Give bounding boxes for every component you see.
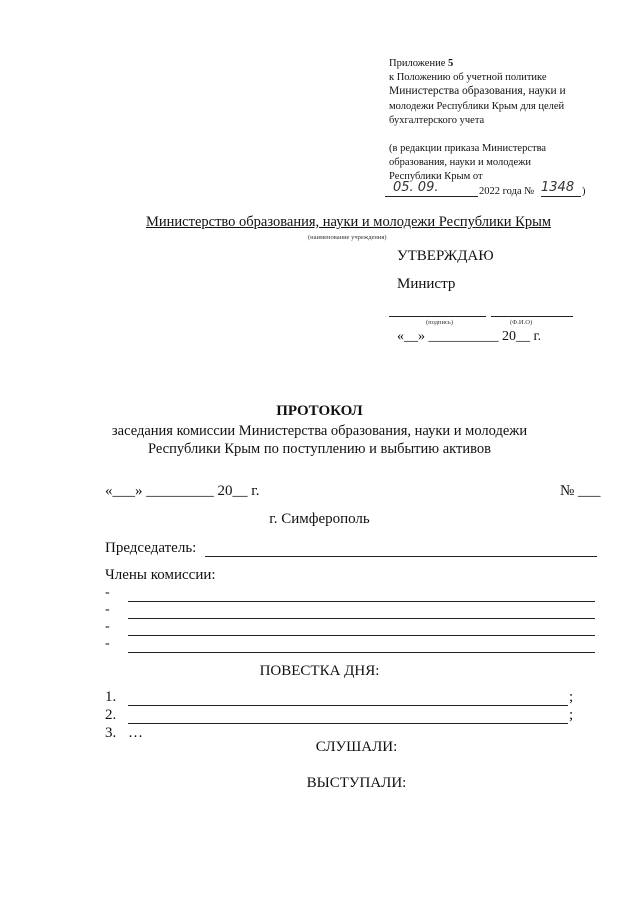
agenda-item-end: ; [569, 689, 574, 705]
agenda-item-line [128, 723, 568, 724]
appendix-number: 5 [447, 58, 454, 69]
edition-line3: Республики Крым от [389, 171, 483, 182]
agenda-item-ellipsis: … [128, 725, 143, 741]
organization-name: Министерство образования, науки и молодежи Республики Крым [146, 214, 552, 230]
close-paren: ) [582, 186, 586, 197]
approval-heading: УТВЕРЖДАЮ [397, 248, 494, 264]
appendix-label: Приложение [389, 58, 448, 69]
name-caption: (Ф.И.О) [510, 319, 533, 326]
title-subtitle-1: заседания комиссии Министерства образования, науки и молодежи [111, 423, 528, 439]
city: г. Симферополь [269, 511, 370, 527]
agenda-item-number: 3. [105, 725, 117, 741]
edition-line1: (в редакции приказа Министерства [389, 143, 547, 154]
number-underline [541, 196, 581, 197]
signature-caption: (подпись) [426, 319, 453, 326]
appendix-line5: бухгалтерского учета [389, 115, 485, 126]
organization-caption: (наименование учреждения) [308, 234, 387, 241]
approval-date: «__» __________ 20__ г. [397, 329, 542, 344]
appendix-line2: к Положению об учетной политике [389, 72, 547, 83]
signature-line [389, 316, 486, 317]
title-subtitle-2: Республики Крым по поступлению и выбытию активов [148, 441, 491, 457]
member-line [128, 652, 595, 653]
agenda-heading: ПОВЕСТКА ДНЯ: [259, 663, 380, 679]
member-line [128, 618, 595, 619]
date-underline [385, 196, 478, 197]
member-line [128, 635, 595, 636]
member-dash: - [105, 636, 110, 651]
approval-position: Министр [397, 276, 456, 292]
protocol-date: «___» _________ 20__ г. [105, 483, 260, 499]
chairman-line [205, 556, 597, 557]
agenda-item-number: 2. [105, 707, 117, 723]
year-text: 2022 года № [479, 186, 535, 197]
handwritten-number: 1348 [541, 180, 575, 195]
chairman-label: Председатель: [105, 540, 197, 556]
members-label: Члены комиссии: [105, 567, 216, 583]
agenda-item-end: ; [569, 707, 574, 723]
member-dash: - [105, 585, 110, 600]
member-dash: - [105, 602, 110, 617]
agenda-item-line [128, 705, 568, 706]
heard-heading: СЛУШАЛИ: [315, 739, 398, 755]
name-line [491, 316, 573, 317]
protocol-number: № ___ [560, 483, 601, 499]
agenda-item-number: 1. [105, 689, 117, 705]
handwritten-date: 05. 09. [393, 180, 439, 195]
member-dash: - [105, 619, 110, 634]
appendix-line3: Министерства образования, науки и [389, 85, 566, 97]
appendix-line4: молодежи Республики Крым для целей [389, 101, 565, 112]
spoke-heading: ВЫСТУПАЛИ: [306, 775, 407, 791]
appendix-line1 [389, 57, 453, 70]
member-line [128, 601, 595, 602]
edition-line2: образования, науки и молодежи [389, 157, 532, 168]
document-title: ПРОТОКОЛ [276, 403, 363, 419]
